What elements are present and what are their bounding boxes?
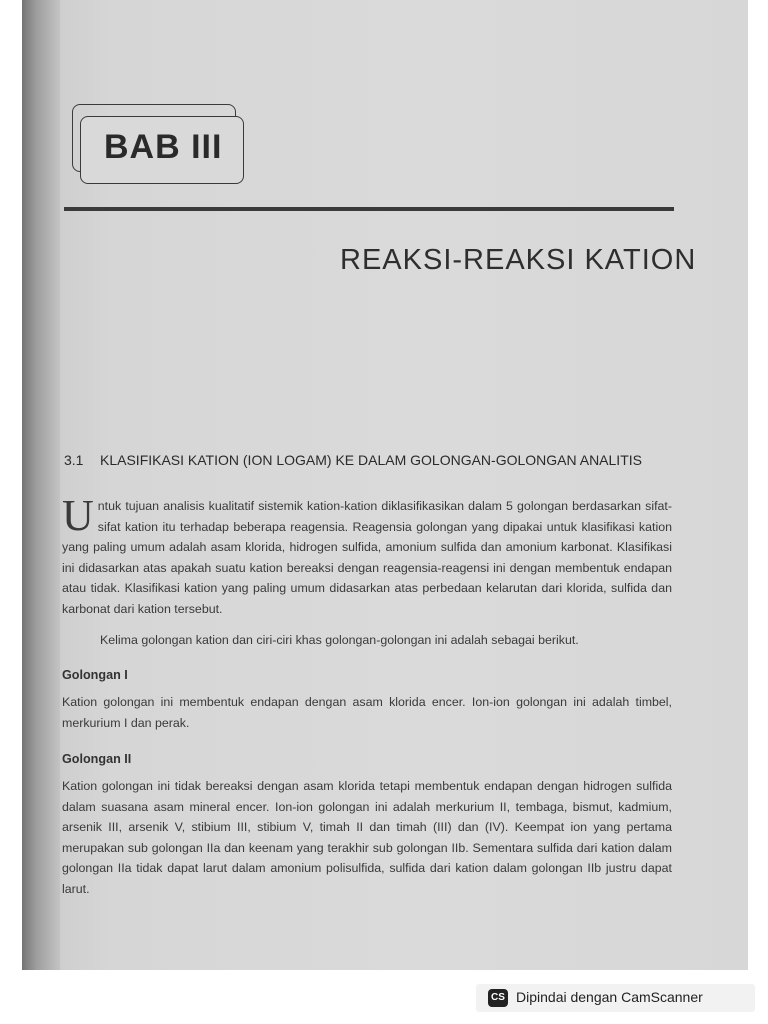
camscanner-logo-icon: CS (488, 989, 508, 1007)
drop-cap: U (62, 491, 94, 540)
chapter-divider (64, 207, 674, 211)
intro-paragraph (62, 491, 672, 620)
intro-text: ntuk tujuan analisis kualitatif sistemik kation-kation diklasifikasikan dalam 5 golongan berdasarkan sifat-sifat kation itu terhadap beberapa reagensia. Reagensia golongan yang dipakai untuk klasifikasi kation yang paling umum adalah asam klorida, hidrogen sulfida, amonium sulfida dan amonium karbonat. Klasifikasi ini didasarkan atas apakah suatu kation bereaksi dengan reagensia-reagensi ini dengan membentuk endapan atau tidak. Klasifikasi kation yang paling umum didasarkan atas perbedaan kelarutan dari klorida, sulfida dan karbonat dari kation tersebut. (62, 499, 672, 616)
group-2-heading: Golongan II (62, 752, 132, 766)
watermark-label: Dipindai dengan CamScanner (516, 989, 703, 1005)
section-number: 3.1 (64, 452, 84, 468)
section-title: KLASIFIKASI KATION (ION LOGAM) KE DALAM GOLONGAN-GOLONGAN ANALITIS (100, 452, 642, 468)
second-paragraph: Kelima golongan kation dan ciri-ciri khas golongan-golongan ini adalah sebagai berikut. (100, 633, 579, 647)
chapter-label: BAB III (104, 128, 223, 166)
camscanner-watermark (476, 984, 755, 1012)
group-1-heading: Golongan I (62, 668, 128, 682)
group-1-text: Kation golongan ini membentuk endapan dengan asam klorida encer. Ion-ion golongan ini adalah timbel, merkurium I dan perak. (62, 695, 672, 730)
section-heading (64, 450, 684, 470)
scanned-page (22, 0, 748, 970)
group-2-text: Kation golongan ini tidak bereaksi dengan asam klorida tetapi membentuk endapan dengan hidrogen sulfida dalam suasana asam mineral encer. Ion-ion golongan ini adalah merkurium II, tembaga, bismut, kadmium, arsenik III, arsenik V, stibium III, stibium V, timah II dan timah (III) dan (IV). Keempat ion yang pertama merupakan sub golongan IIa dan keenam yang terakhir sub golongan IIb. Sementara sulfida dari kation dalam golongan IIa tidak dapat larut dalam amonium polisulfida, sulfida dari kation dalam golongan IIb justru dapat larut. (62, 779, 672, 896)
book-spine-shadow (22, 0, 60, 970)
chapter-title: REAKSI-REAKSI KATION (340, 244, 697, 276)
